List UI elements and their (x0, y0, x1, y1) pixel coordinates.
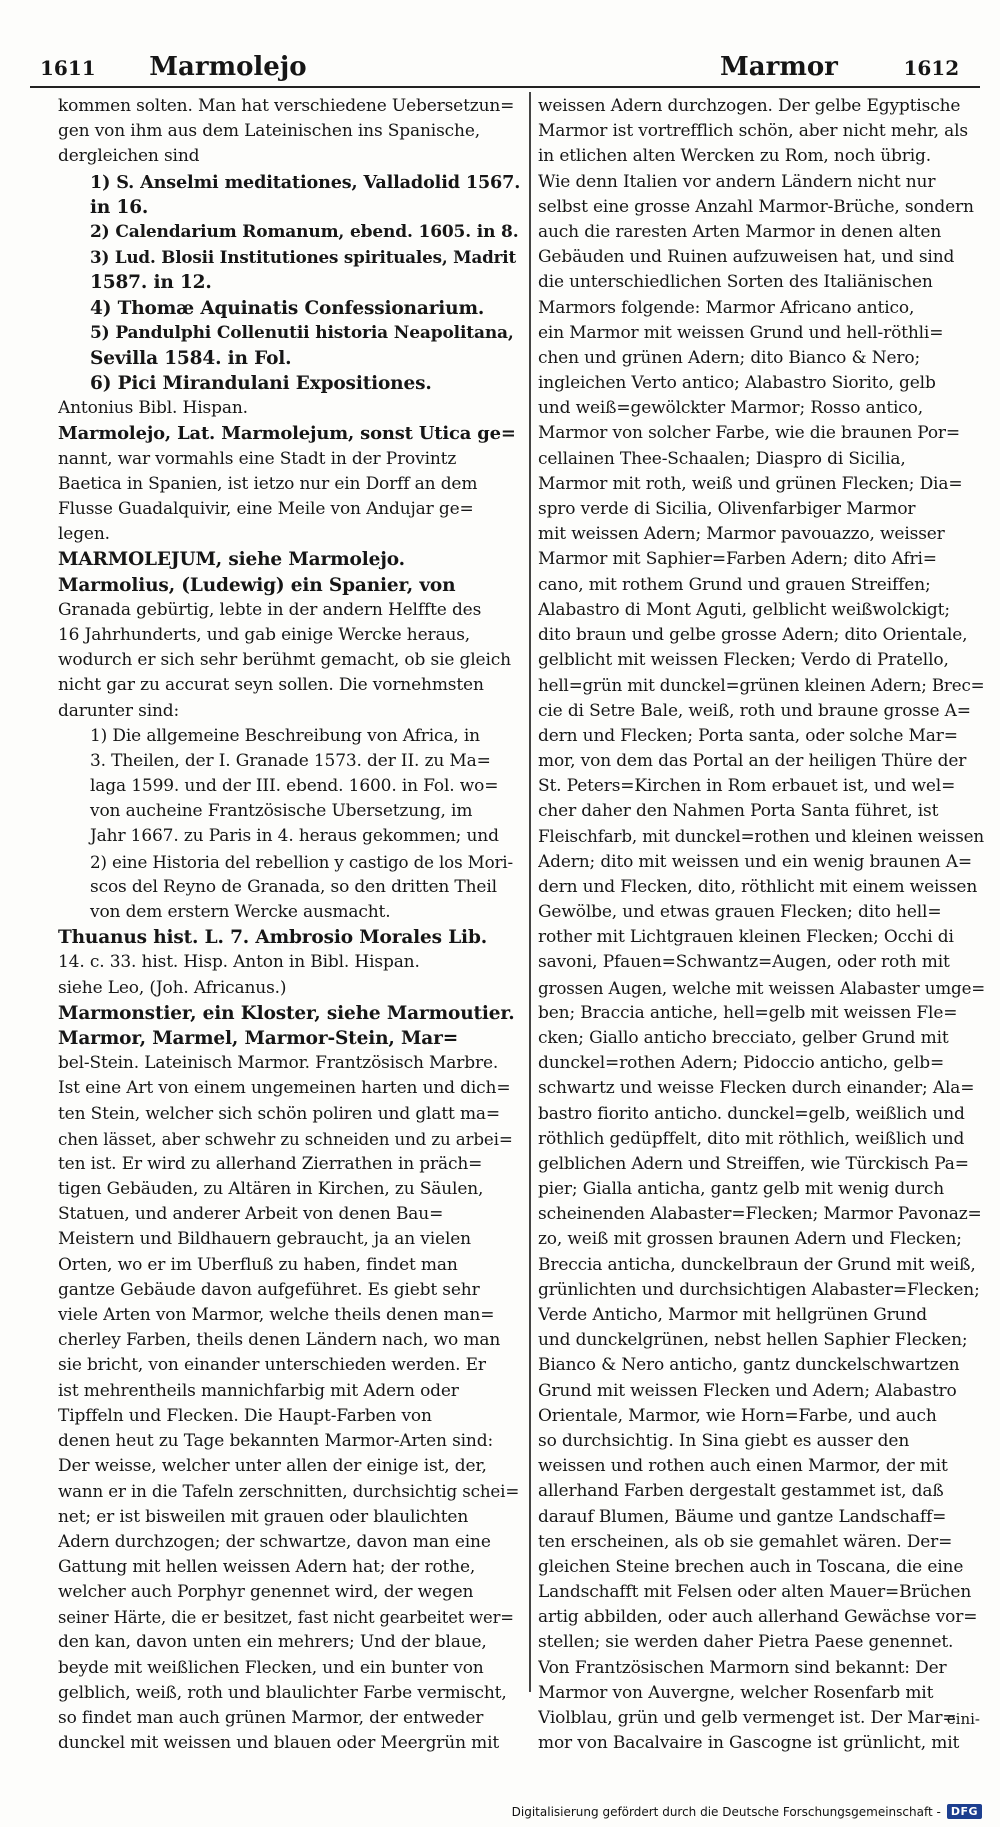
text-line: weissen und rothen auch einen Marmor, der mit (538, 1456, 948, 1477)
text-line: Adern; dito mit weissen und ein wenig braunen A= (538, 851, 973, 872)
text-line: in 16. (90, 196, 149, 218)
catchword: eini- (946, 1710, 980, 1728)
text-line: Wie denn Italien vor andern Ländern nicht nur (538, 171, 936, 192)
text-line: Violblau, grün und gelb vermenget ist. Der Mar= (538, 1708, 957, 1728)
text-line: weissen Adern durchzogen. Der gelbe Egyptische (538, 96, 961, 116)
text-line: 3) Lud. Blosii Institutiones spirituales, Madrit (90, 247, 517, 268)
text-line: spro verde di Sicilia, Olivenfarbiger Marmor (538, 499, 916, 519)
text-line: chen und grünen Adern; dito Bianco & Nero; (538, 347, 921, 368)
text-line: chen lässet, aber schwehr zu schneiden und zu arbei= (58, 1128, 513, 1149)
text-line: Marmor von solcher Farbe, wie die braunen Por= (538, 423, 961, 444)
text-line: gantze Gebäude davon aufgeführet. Es giebt sehr (58, 1279, 480, 1300)
text-line: kommen solten. Man hat verschiedene Uebersetzun= (58, 96, 515, 116)
text-line: mit weissen Adern; Marmor pavouazzo, weisser (538, 524, 945, 545)
text-line: 14. c. 33. hist. Hisp. Anton in Bibl. Hispan. (58, 952, 420, 973)
text-line: seiner Härte, die er besitzet, fast nicht gearbeitet wer= (58, 1608, 514, 1628)
text-line: 16 Jahrhunderts, und gab einige Wercke heraus, (58, 624, 471, 645)
text-line: Marmor ist vortrefflich schön, aber nicht mehr, als (538, 121, 968, 142)
text-line: von aucheine Frantzösische Ubersetzung, im (90, 801, 473, 822)
text-line: wodurch er sich sehr berühmt gemacht, ob sie gleich (58, 650, 511, 671)
text-line: Statuen, und anderer Arbeit von denen Bau= (58, 1204, 444, 1225)
footer-text: Digitalisierung gefördert durch die Deutsche Forschungsgemeinschaft - (511, 1804, 941, 1819)
text-line: dunckel=rothen Adern; Pidoccio anticho, gelb= (538, 1053, 945, 1074)
text-line: Fleischfarb, mit dunckel=rothen und kleinen weissen (538, 826, 985, 847)
text-line: 2) eine Historia del rebellion y castigo de los Mori- (90, 851, 513, 872)
text-line: denen heut zu Tage bekannten Marmor-Arten sind: (58, 1430, 494, 1451)
page-number-right: 1612 (903, 56, 960, 80)
text-line: nicht gar zu accurat seyn sollen. Die vornehmsten (58, 675, 484, 696)
text-line: Marmors folgende: Marmor Africano antico, (538, 297, 915, 318)
text-line: Orten, wo er im Uberfluß zu haben, findet man (58, 1254, 458, 1275)
text-line: 2) Calendarium Romanum, ebend. 1605. in 8. (90, 221, 519, 242)
text-line: ein Marmor mit weissen Grund und hell-röthli= (538, 322, 944, 343)
text-line: tigen Gebäuden, zu Altären in Kirchen, zu Säulen, (58, 1179, 484, 1200)
text-line: 5) Pandulphi Collenutii historia Neapolitana, (90, 322, 514, 343)
text-line: auch die raresten Arten Marmor in denen alten (538, 221, 942, 242)
text-line: und dunckelgrünen, nebst hellen Saphier Flecken; (538, 1330, 968, 1351)
text-line: von dem erstern Wercke ausmacht. (90, 902, 391, 922)
text-line: cken; Giallo anticho brecciato, gelber Grund mit (538, 1027, 949, 1048)
header-left (40, 52, 307, 82)
text-line: wann er in die Tafeln zerschnitten, durchsichtig schei= (58, 1481, 520, 1502)
text-line: ten ist. Er wird zu allerhand Zierrathen in präch= (58, 1153, 483, 1174)
text-line: Antonius Bibl. Hispan. (58, 398, 248, 419)
text-line: stellen; sie werden daher Pietra Paese genennet. (538, 1632, 954, 1653)
text-line: mor, von dem das Portal an der heiligen Thüre der (538, 750, 967, 771)
text-line: und weiß=gewölckter Marmor; Rosso antico, (538, 398, 924, 419)
text-line: ten Stein, welcher sich schön poliren und glatt ma= (58, 1103, 500, 1124)
text-line: Breccia anticha, dunckelbraun der Grund mit weiß, (538, 1254, 976, 1275)
text-line: Marmor von Auvergne, welcher Rosenfarb mit (538, 1682, 934, 1703)
text-line: Marmor mit Saphier=Farben Adern; dito Afri= (538, 549, 937, 570)
text-line: 1) Die allgemeine Beschreibung von Africa, in (90, 725, 480, 746)
text-line: so durchsichtig. In Sina giebt es ausser den (538, 1430, 910, 1451)
text-line: viele Arten von Marmor, welche theils denen man= (58, 1305, 495, 1325)
text-line: pier; Gialla anticha, gantz gelb mit wenig durch (538, 1179, 945, 1200)
text-line: Jahr 1667. zu Paris in 4. heraus gekommen; und (90, 826, 499, 847)
text-line: artig abbilden, oder auch allerhand Gewächse vor= (538, 1607, 978, 1628)
digitization-footer (512, 1804, 982, 1819)
text-line: savoni, Pfauen=Schwantz=Augen, oder roth mit (538, 952, 950, 973)
text-line: nannt, war vormahls eine Stadt in der Provintz (58, 448, 457, 469)
text-line: 4) Thomæ Aquinatis Confessionarium. (90, 297, 485, 319)
text-line: dunckel mit weissen und blauen oder Meergrün mit (58, 1733, 500, 1754)
text-line: dern und Flecken, dito, röthlicht mit einem weissen (538, 876, 978, 897)
text-line: Thuanus hist. L. 7. Ambrosio Morales Lib. (58, 927, 488, 949)
text-line: cie di Setre Bale, weiß, roth und braune grosse A= (538, 700, 971, 721)
text-line: in etlichen alten Wercken zu Rom, noch übrig. (538, 146, 932, 167)
text-line: Baetica in Spanien, ist ietzo nur ein Dorff an dem (58, 473, 478, 494)
text-line: scheinenden Alabaster=Flecken; Marmor Pavonaz= (538, 1204, 982, 1225)
text-line: Meistern und Bildhauern gebraucht, ja an vielen (58, 1229, 471, 1250)
column-divider (529, 92, 531, 1692)
text-line: ben; Braccia antiche, hell=gelb mit weissen Fle= (538, 1002, 958, 1023)
page-number-left: 1611 (40, 56, 96, 80)
text-line: Gattung mit hellen weissen Adern hat; der rothe, (58, 1556, 476, 1577)
text-line: Marmonstier, ein Kloster, siehe Marmoutier. (58, 1002, 515, 1024)
text-line: zo, weiß mit grossen braunen Adern und Flecken; (538, 1229, 962, 1250)
header-rule (30, 86, 980, 88)
text-line: 1) S. Anselmi meditationes, Valladolid 1567. (90, 171, 520, 193)
text-line: cellainen Thee-Schaalen; Diaspro di Sicilia, (538, 448, 906, 469)
text-line: beyde mit weißlichen Flecken, und ein bunter von (58, 1657, 484, 1678)
text-line: 6) Pici Mirandulani Expositiones. (90, 373, 432, 395)
text-line: Ist eine Art von einem ungemeinen harten und dich= (58, 1078, 511, 1099)
text-line: cher daher den Nahmen Porta Santa führet, ist (538, 801, 939, 822)
running-headword-left: Marmolejo (149, 52, 307, 82)
text-line: röthlich gedüpffelt, dito mit röthlich, weißlich und (538, 1128, 965, 1149)
text-line: Sevilla 1584. in Fol. (90, 347, 292, 369)
text-line: gleichen Steine brechen auch in Toscana, die eine (538, 1556, 964, 1577)
text-line: Marmor mit roth, weiß und grünen Flecken; Dia= (538, 473, 963, 494)
text-line: Gewölbe, und etwas grauen Flecken; dito hell= (538, 902, 942, 922)
text-line: Granada gebürtig, lebte in der andern Helffte des (58, 599, 482, 620)
text-line: grossen Augen, welche mit weissen Alabaster umge= (538, 977, 986, 998)
text-line: so findet man auch grünen Marmor, der entweder (58, 1708, 484, 1728)
text-line: dern und Flecken; Porta santa, oder solche Mar= (538, 725, 958, 746)
text-line: darunter sind: (58, 700, 180, 721)
text-line: ten erscheinen, als ob sie gemahlet wären. Der= (538, 1531, 953, 1552)
text-line: legen. (58, 524, 110, 545)
text-line: dergleichen sind (58, 146, 200, 167)
running-headword-right: Marmor (720, 52, 838, 82)
text-line: Gebäuden und Ruinen aufzuweisen hat, und sind (538, 247, 955, 268)
text-line: gelblichen Adern und Streiffen, wie Türckisch Pa= (538, 1153, 969, 1174)
text-line: 1587. in 12. (90, 272, 212, 294)
text-line: Marmolius, (Ludewig) ein Spanier, von (58, 574, 456, 596)
text-line: Grund mit weissen Flecken und Adern; Alabastro (538, 1380, 957, 1401)
text-line: 3. Theilen, der I. Granade 1573. der II. zu Ma= (90, 750, 491, 771)
text-line: bel-Stein. Lateinisch Marmor. Frantzösisch Marbre. (58, 1053, 499, 1074)
text-line: bastro fiorito anticho. dunckel=gelb, weißlich und (538, 1103, 965, 1124)
text-line: cano, mit rothem Grund und grauen Streiffen; (538, 574, 931, 595)
header-right (720, 52, 959, 82)
text-line: selbst eine grosse Anzahl Marmor-Brüche, sondern (538, 196, 974, 217)
left-column (58, 94, 520, 1756)
text-line: Landschafft mit Felsen oder alten Mauer=Brüchen (538, 1582, 972, 1603)
text-line: Marmor, Marmel, Marmor-Stein, Mar= (58, 1027, 459, 1049)
text-line: St. Peters=Kirchen in Rom erbauet ist, und wel= (538, 776, 956, 797)
text-line: hell=grün mit dunckel=grünen kleinen Adern; Brec= (538, 675, 985, 696)
text-line: ist mehrentheils mannichfarbig mit Adern oder (58, 1380, 459, 1401)
dfg-logo: DFG (947, 1804, 982, 1819)
text-line: Alabastro di Mont Aguti, gelblicht weißwolckigt; (538, 599, 950, 620)
text-line: dito braun und gelbe grosse Adern; dito Orientale, (538, 624, 968, 645)
text-line: gelblicht mit weissen Flecken; Verdo di Pratello, (538, 650, 949, 671)
text-line: mor von Bacalvaire in Gascogne ist grünlicht, mit (538, 1733, 960, 1754)
text-line: Der weisse, welcher unter allen der einige ist, der, (58, 1456, 487, 1477)
text-line: gen von ihm aus dem Lateinischen ins Spanische, (58, 121, 480, 142)
text-line: schwartz und weisse Flecken durch einander; Ala= (538, 1078, 975, 1099)
text-line: welcher auch Porphyr genennet wird, der wegen (58, 1582, 474, 1603)
text-line: den kan, davon unten ein mehrers; Und der blaue, (58, 1632, 487, 1653)
text-line: rother mit Lichtgrauen kleinen Flecken; Occhi di (538, 927, 954, 948)
text-line: Von Frantzösischen Marmorn sind bekannt: Der (538, 1657, 947, 1678)
text-line: grünlichten und durchsichtigen Alabaster=Flecken; (538, 1279, 980, 1300)
text-line: darauf Blumen, Bäume und gantze Landschaff= (538, 1506, 947, 1527)
text-line: sie bricht, von einander unterschieden werden. Er (58, 1355, 486, 1376)
text-line: Tipffeln und Flecken. Die Haupt-Farben von (58, 1405, 432, 1426)
text-line: laga 1599. und der III. ebend. 1600. in Fol. wo= (90, 776, 499, 797)
text-line: die unterschiedlichen Sorten des Italiänischen (538, 272, 933, 293)
text-line: cherley Farben, theils denen Ländern nach, wo man (58, 1330, 501, 1351)
text-line: allerhand Farben dergestalt gestammet ist, daß (538, 1481, 944, 1502)
text-line: Bianco & Nero anticho, gantz dunckelschwartzen (538, 1355, 960, 1376)
text-line: Flusse Guadalquivir, eine Meile von Andujar ge= (58, 499, 474, 519)
text-line: Orientale, Marmor, wie Horn=Farbe, und auch (538, 1405, 937, 1426)
text-line: Adern durchzogen; der schwartze, davon man eine (58, 1531, 491, 1552)
text-line: Marmolejo, Lat. Marmolejum, sonst Utica ge= (58, 423, 516, 445)
text-line: Verde Anticho, Marmor mit hellgrünen Grund (538, 1305, 927, 1325)
text-line: scos del Reyno de Granada, so den dritten Theil (90, 876, 497, 897)
text-line: net; er ist bisweilen mit grauen oder blaulichten (58, 1506, 469, 1527)
right-column (538, 94, 990, 1756)
text-line: siehe Leo, (Joh. Africanus.) (58, 977, 287, 998)
text-line: MARMOLEJUM, siehe Marmolejo. (58, 549, 405, 571)
text-line: ingleichen Verto antico; Alabastro Siorito, gelb (538, 373, 936, 394)
text-line: gelblich, weiß, roth und blaulichter Farbe vermischt, (58, 1682, 507, 1703)
